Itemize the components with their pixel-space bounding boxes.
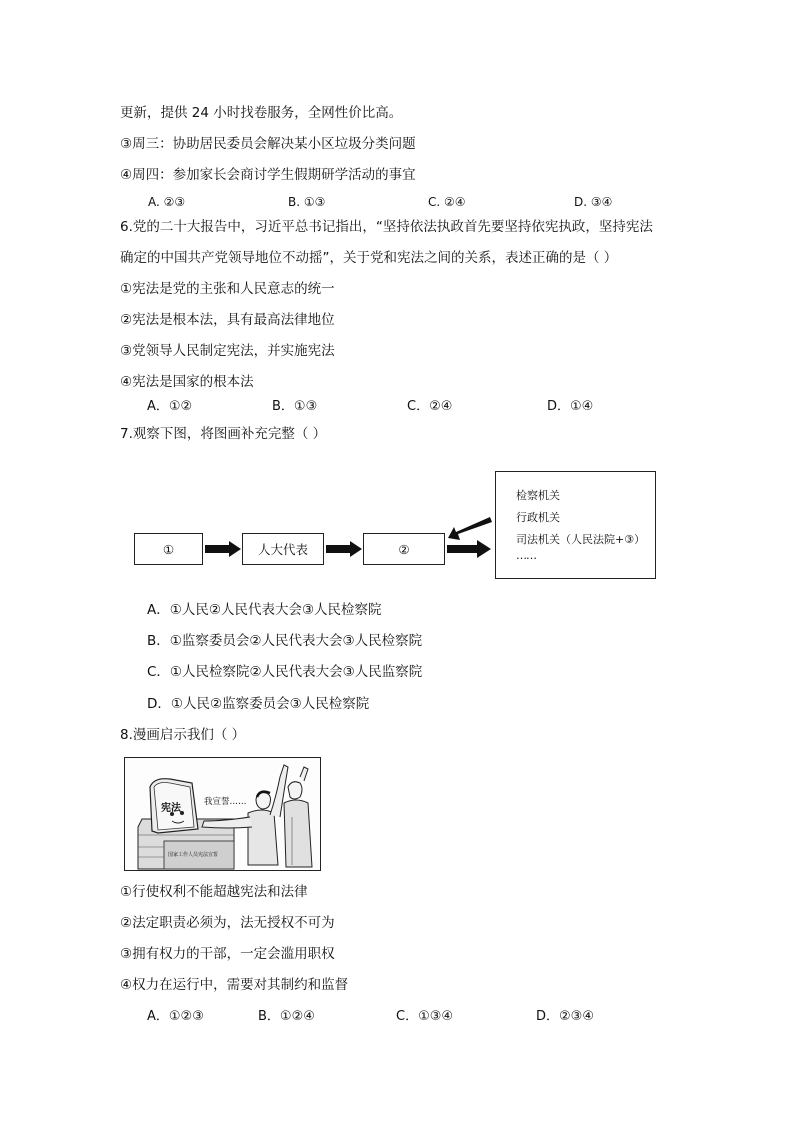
arrow-right-icon (447, 540, 491, 558)
q6-option-c[interactable]: C．②④ (407, 399, 453, 414)
q5-line-cont: 更新，提供 24 小时找卷服务，全网性价比高。 (120, 105, 403, 121)
q8-option-b[interactable]: B．①②④ (258, 1009, 315, 1024)
q6-stem-line1: 6.党的二十大报告中，习近平总书记指出，“坚持依法执政首先要坚持依宪执政，坚持宪法 (120, 219, 653, 235)
q6-item-2: ②宪法是根本法，具有最高法律地位 (120, 312, 335, 328)
q6-option-b[interactable]: B．①③ (272, 399, 318, 414)
cartoon-podium-text: 国家工作人员宪法宣誓 (168, 852, 219, 858)
q5-item-3: ③周三：协助居民委员会解决某小区垃圾分类问题 (120, 136, 416, 152)
q8-option-c[interactable]: C．①③④ (396, 1009, 454, 1024)
q6-item-4: ④宪法是国家的根本法 (120, 374, 254, 390)
q8-item-3: ③拥有权力的干部，一定会滥用职权 (120, 946, 335, 962)
q5-option-b[interactable]: B. ①③ (288, 195, 326, 209)
q6-option-a[interactable]: A．①② (147, 399, 193, 414)
q6-item-3: ③党领导人民制定宪法，并实施宪法 (120, 343, 335, 359)
organ-procuratorate: 检察机关 (516, 489, 560, 502)
q8-option-a[interactable]: A．①②③ (147, 1009, 204, 1024)
cartoon-drawing (124, 757, 321, 871)
q8-stem: 8.漫画启示我们（ ） (120, 727, 246, 743)
q6-item-1: ①宪法是党的主张和人民意志的统一 (120, 281, 335, 297)
diagram-organs-box (495, 471, 656, 579)
q6-stem-line2: 确定的中国共产党领导地位不动摇”，关于党和宪法之间的关系，表述正确的是（ ） (120, 250, 618, 266)
q7-option-b[interactable]: B．①监察委员会②人民代表大会③人民检察院 (147, 633, 423, 649)
organ-ellipsis: …… (516, 549, 536, 562)
arrow-right-icon (326, 541, 362, 557)
q8-item-4: ④权力在运行中，需要对其制约和监督 (120, 977, 349, 993)
q7-option-c[interactable]: C．①人民检察院②人民代表大会③人民监察院 (147, 664, 423, 680)
q8-option-d[interactable]: D．②③④ (536, 1009, 594, 1024)
q5-item-4: ④周四：参加家长会商讨学生假期研学活动的事宜 (120, 167, 416, 183)
q7-option-a[interactable]: A．①人民②人民代表大会③人民检察院 (147, 602, 382, 618)
constitution-oath-cartoon (124, 757, 321, 871)
diagram-box-1: ① (134, 533, 203, 565)
arrow-right-icon (205, 541, 241, 557)
q7-stem: 7.观察下图，将图画补充完整（ ） (120, 426, 327, 442)
cartoon-speech-text: 我宣誓…… (204, 797, 247, 807)
diagram-box-3: ② (363, 533, 445, 565)
q5-option-a[interactable]: A. ②③ (148, 195, 186, 209)
q7-option-d[interactable]: D．①人民②监察委员会③人民检察院 (147, 696, 370, 712)
q8-item-2: ②法定职责必须为，法无授权不可为 (120, 915, 335, 931)
q5-option-d[interactable]: D. ③④ (574, 195, 613, 209)
cartoon-book-text: 宪法 (161, 803, 181, 814)
organ-judicial: 司法机关（人民法院+③） (516, 533, 646, 546)
diagram-box-2: 人大代表 (242, 533, 324, 565)
q8-item-1: ①行使权利不能超越宪法和法律 (120, 884, 308, 900)
arrow-down-left-icon (448, 516, 492, 542)
organ-administrative: 行政机关 (516, 511, 560, 524)
q5-option-c[interactable]: C. ②④ (428, 195, 466, 209)
q6-option-d[interactable]: D．①④ (547, 399, 594, 414)
